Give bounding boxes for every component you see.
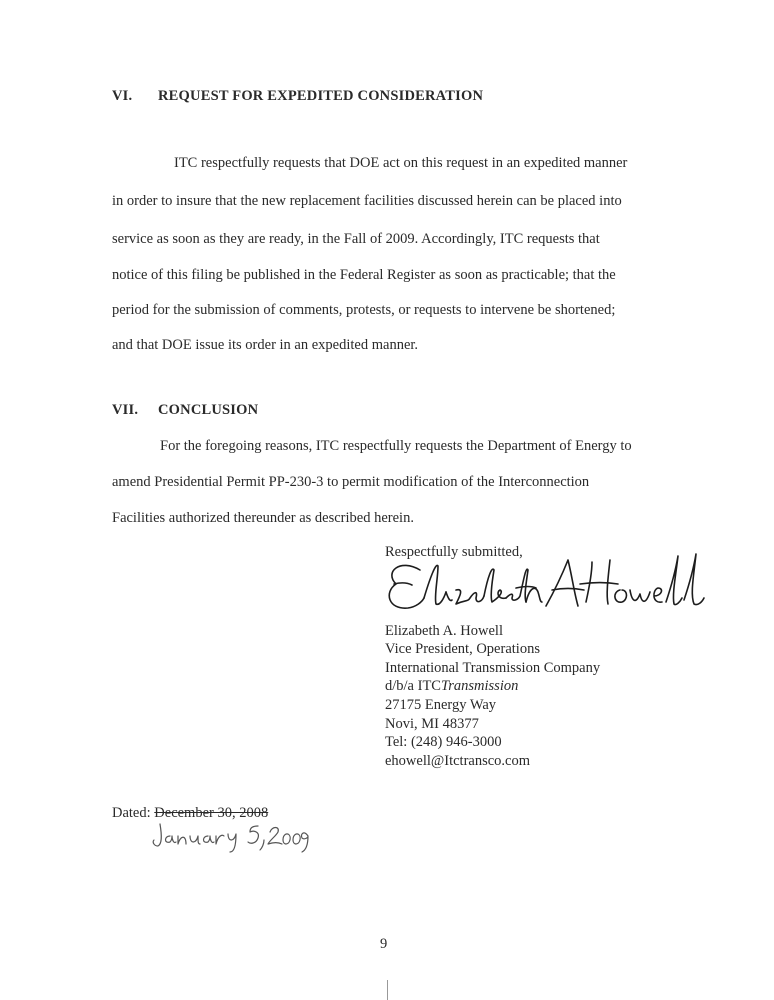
- section-vi-line-2: in order to insure that the new replacement facilities discussed herein can be placed into: [112, 193, 622, 209]
- section-vi-line-4: notice of this filing be published in the Federal Register as soon as practicable; that the: [112, 267, 616, 283]
- dba-italic: Transmission: [440, 678, 519, 695]
- signer-name: Elizabeth A. Howell: [385, 622, 503, 639]
- signer-title: Vice President, Operations: [385, 641, 540, 658]
- handwritten-date: [150, 818, 310, 856]
- phone: Tel: (248) 946-3000: [385, 734, 502, 751]
- signer-company: International Transmission Company: [385, 659, 601, 676]
- section-vi-line-5: period for the submission of comments, protests, or requests to intervene be shortened;: [112, 302, 616, 318]
- section-vi-line-1: ITC respectfully requests that DOE act on this request in an expedited manner: [174, 155, 628, 171]
- section-vii-line-2: amend Presidential Permit PP-230-3 to permit modification of the Interconnection: [112, 474, 590, 490]
- email: ehowell@Itctransco.com: [385, 752, 531, 769]
- section-vi-heading: [112, 88, 483, 105]
- page-number: 9: [380, 936, 388, 952]
- address-line-2: Novi, MI 48377: [385, 715, 479, 732]
- handwritten-signature: [380, 548, 710, 628]
- section-vi-line-6: and that DOE issue its order in an expedited manner.: [112, 337, 419, 353]
- section-vii-line-3: Facilities authorized thereunder as described herein.: [112, 510, 414, 526]
- struck-date: December 30, 2008: [154, 805, 269, 821]
- section-vii-heading: [112, 402, 258, 419]
- section-vi-line-3: service as soon as they are ready, in the Fall of 2009. Accordingly, ITC requests that: [112, 231, 600, 247]
- section-vi-number: VI.: [112, 88, 133, 104]
- dated-label: Dated:: [112, 805, 155, 821]
- dba-prefix: d/b/a ITC: [385, 678, 441, 695]
- section-vii-line-1: For the foregoing reasons, ITC respectfully requests the Department of Energy to: [160, 438, 632, 454]
- section-vii-number: VII.: [112, 402, 139, 418]
- address-line-1: 27175 Energy Way: [385, 696, 497, 713]
- section-vi-title: REQUEST FOR EXPEDITED CONSIDERATION: [158, 88, 484, 104]
- section-vii-title: CONCLUSION: [158, 402, 259, 418]
- signer-dba: [385, 677, 600, 696]
- closing-line: Respectfully submitted,: [385, 544, 523, 560]
- scan-artifact-line: [387, 980, 388, 1000]
